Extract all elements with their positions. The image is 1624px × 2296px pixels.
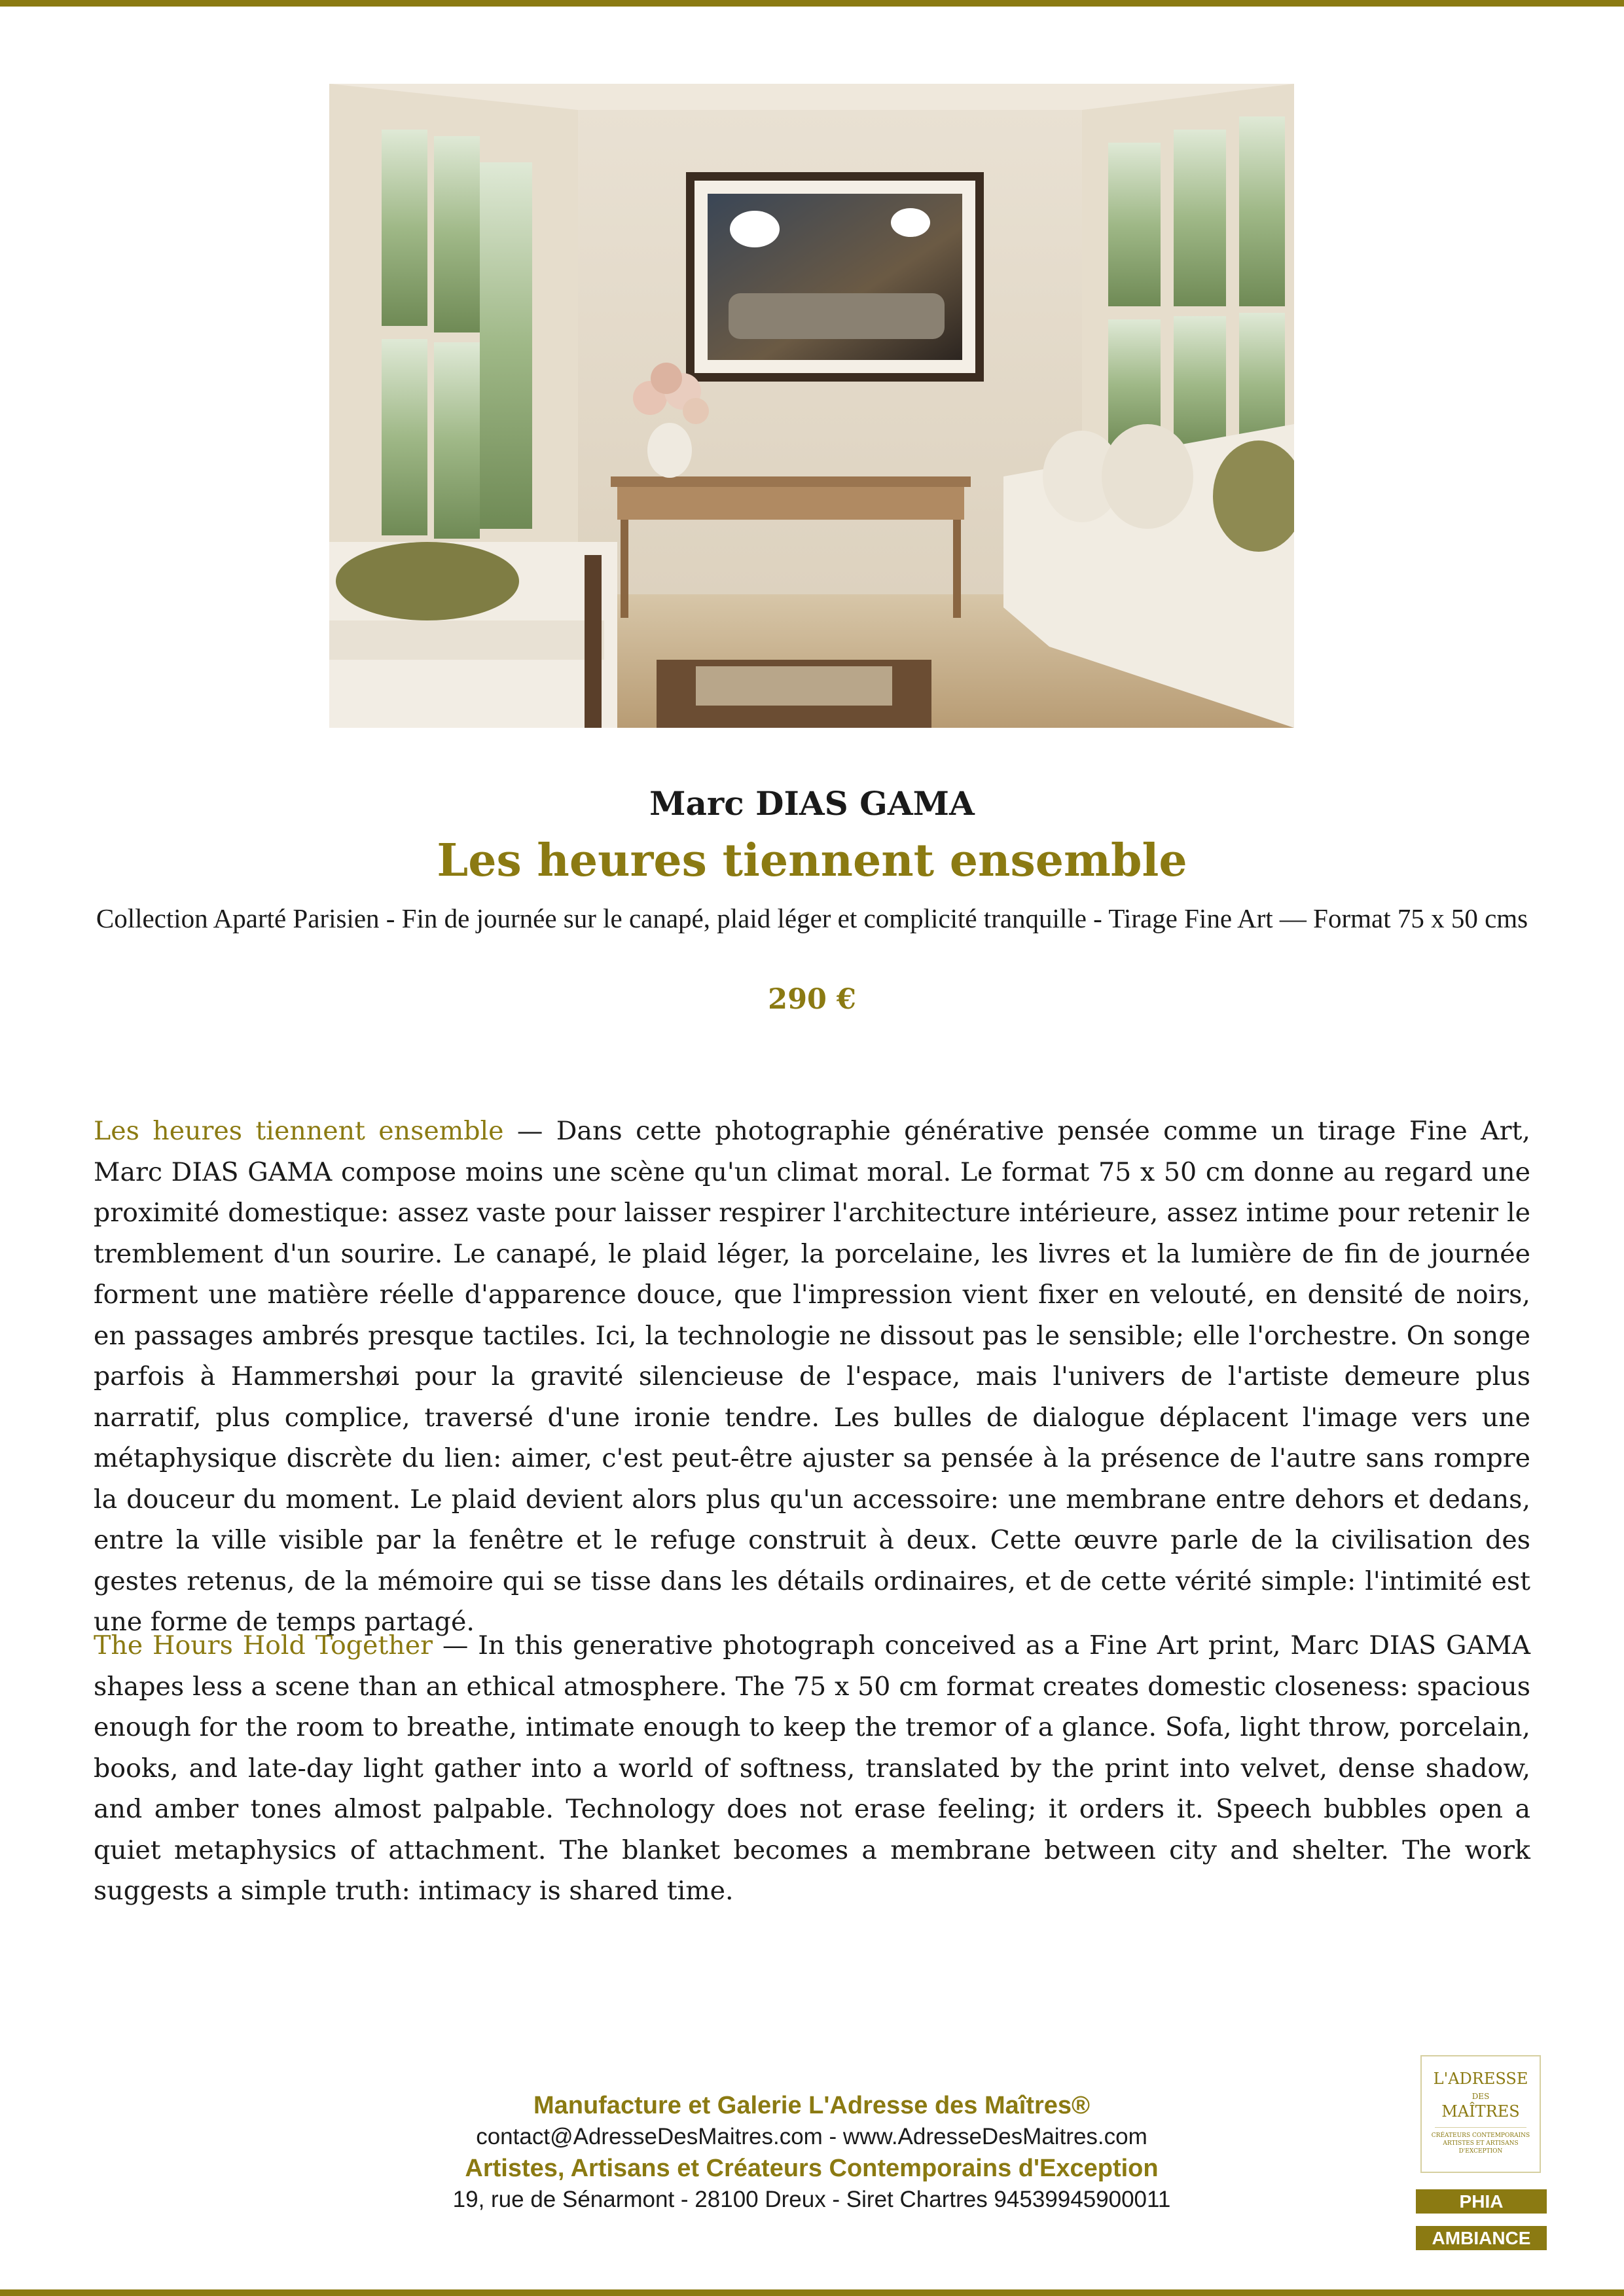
artwork-title: Les heures tiennent ensemble (437, 834, 1187, 887)
logo-line-4: CRÉATEURS CONTEMPORAINS ARTISTES ET ARTISANS D'EXCEPTION (1431, 2132, 1530, 2155)
footer-contact: contact@AdresseDesMaitres.com - www.AdresseDesMaitres.com (476, 2124, 1147, 2149)
description-french-lead: Les heures tiennent ensemble (94, 1116, 504, 1146)
top-border (0, 0, 1624, 7)
footer-address: 19, rue de Sénarmont - 28100 Dreux - Siret Chartres 94539945900011 (452, 2187, 1171, 2212)
logo-divider (1435, 2127, 1526, 2128)
description-french-text: — Dans cette photographie générative pensée comme un tirage Fine Art, Marc DIAS GAMA compose moins une scène qu'un climat moral. Le format 75 x 50 cm donne au regard une proximité domestique: assez vaste pour laisser respirer l'architecture intérieure, assez intime pour retenir le tremblement d'un sourire. Le canapé, le plaid léger, la porcelaine, les livres et la lumière de fin de journée forment une matière réelle d'apparence douce, que l'impression vient fixer en velouté, en densité de noirs, en passages ambrés presque tactiles. Ici, la technologie ne dissout pas le sensible; elle l'orchestre. On songe parfois à Hammershøi pour la gravité silencieuse de l'espace, mais l'univers de l'artiste demeure plus narratif, plus complice, traversé d'une ironie tendre. Les bulles de dialogue déplacent l'image vers une métaphysique discrète du lien: aimer, c'est peut-être ajuster sa pensée à la présence de l'autre sans rompre la douceur du moment. Le plaid devient alors plus qu'un accessoire: une membrane entre dehors et dedans, entre la ville visible par la fenêtre et le refuge construit à deux. Cette œuvre parle de la civilisation des gestes retenus, de la mémoire qui se tisse dans les détails ordinaires, et de cette vérité simple: l'intimité est une forme de temps partagé. (94, 1116, 1530, 1637)
artwork-subtitle: Collection Aparté Parisien - Fin de journée sur le canapé, plaid léger et complicité tranquille - Tirage Fine Art — Format 75 x 50 cms (96, 903, 1528, 933)
description-english-text: — In this generative photograph conceived as a Fine Art print, Marc DIAS GAMA shapes less a scene than an ethical atmosphere. The 75 x 50 cm format creates domestic closeness: spacious enough for the room to breathe, intimate enough to keep the tremor of a glance. Sofa, light throw, porcelain, books, and late-day light gather into a world of softness, translated by the print into velvet, dense shadow, and amber tones almost palpable. Technology does not erase feeling; it orders it. Speech bubbles open a quiet metaphysics of attachment. The blanket becomes a membrane between city and shelter. The work suggests a simple truth: intimacy is shared time. (94, 1630, 1530, 1906)
bottom-border (0, 2289, 1624, 2296)
description-french (94, 1111, 1530, 1643)
artist-name: Marc DIAS GAMA (649, 784, 975, 823)
logo-line-1: L'ADRESSE (1433, 2070, 1528, 2088)
logo-line-2: DES (1471, 2092, 1490, 2101)
footer (321, 2090, 1303, 2215)
description-english-lead: The Hours Hold Together (94, 1630, 433, 1660)
room-scene-illustration (329, 84, 1294, 728)
logo-line-3: MAÎTRES (1441, 2102, 1520, 2121)
artwork-photo (329, 84, 1294, 728)
footer-gallery-name: Manufacture et Galerie L'Adresse des Maîtres® (533, 2092, 1091, 2119)
tag-ambiance: AMBIANCE (1416, 2226, 1547, 2250)
description-english (94, 1625, 1530, 1912)
gallery-logo (1420, 2055, 1541, 2173)
artwork-price: 290 € (768, 983, 856, 1016)
footer-tagline: Artistes, Artisans et Créateurs Contemporains d'Exception (465, 2155, 1159, 2182)
tag-phia: PHIA (1416, 2189, 1547, 2214)
